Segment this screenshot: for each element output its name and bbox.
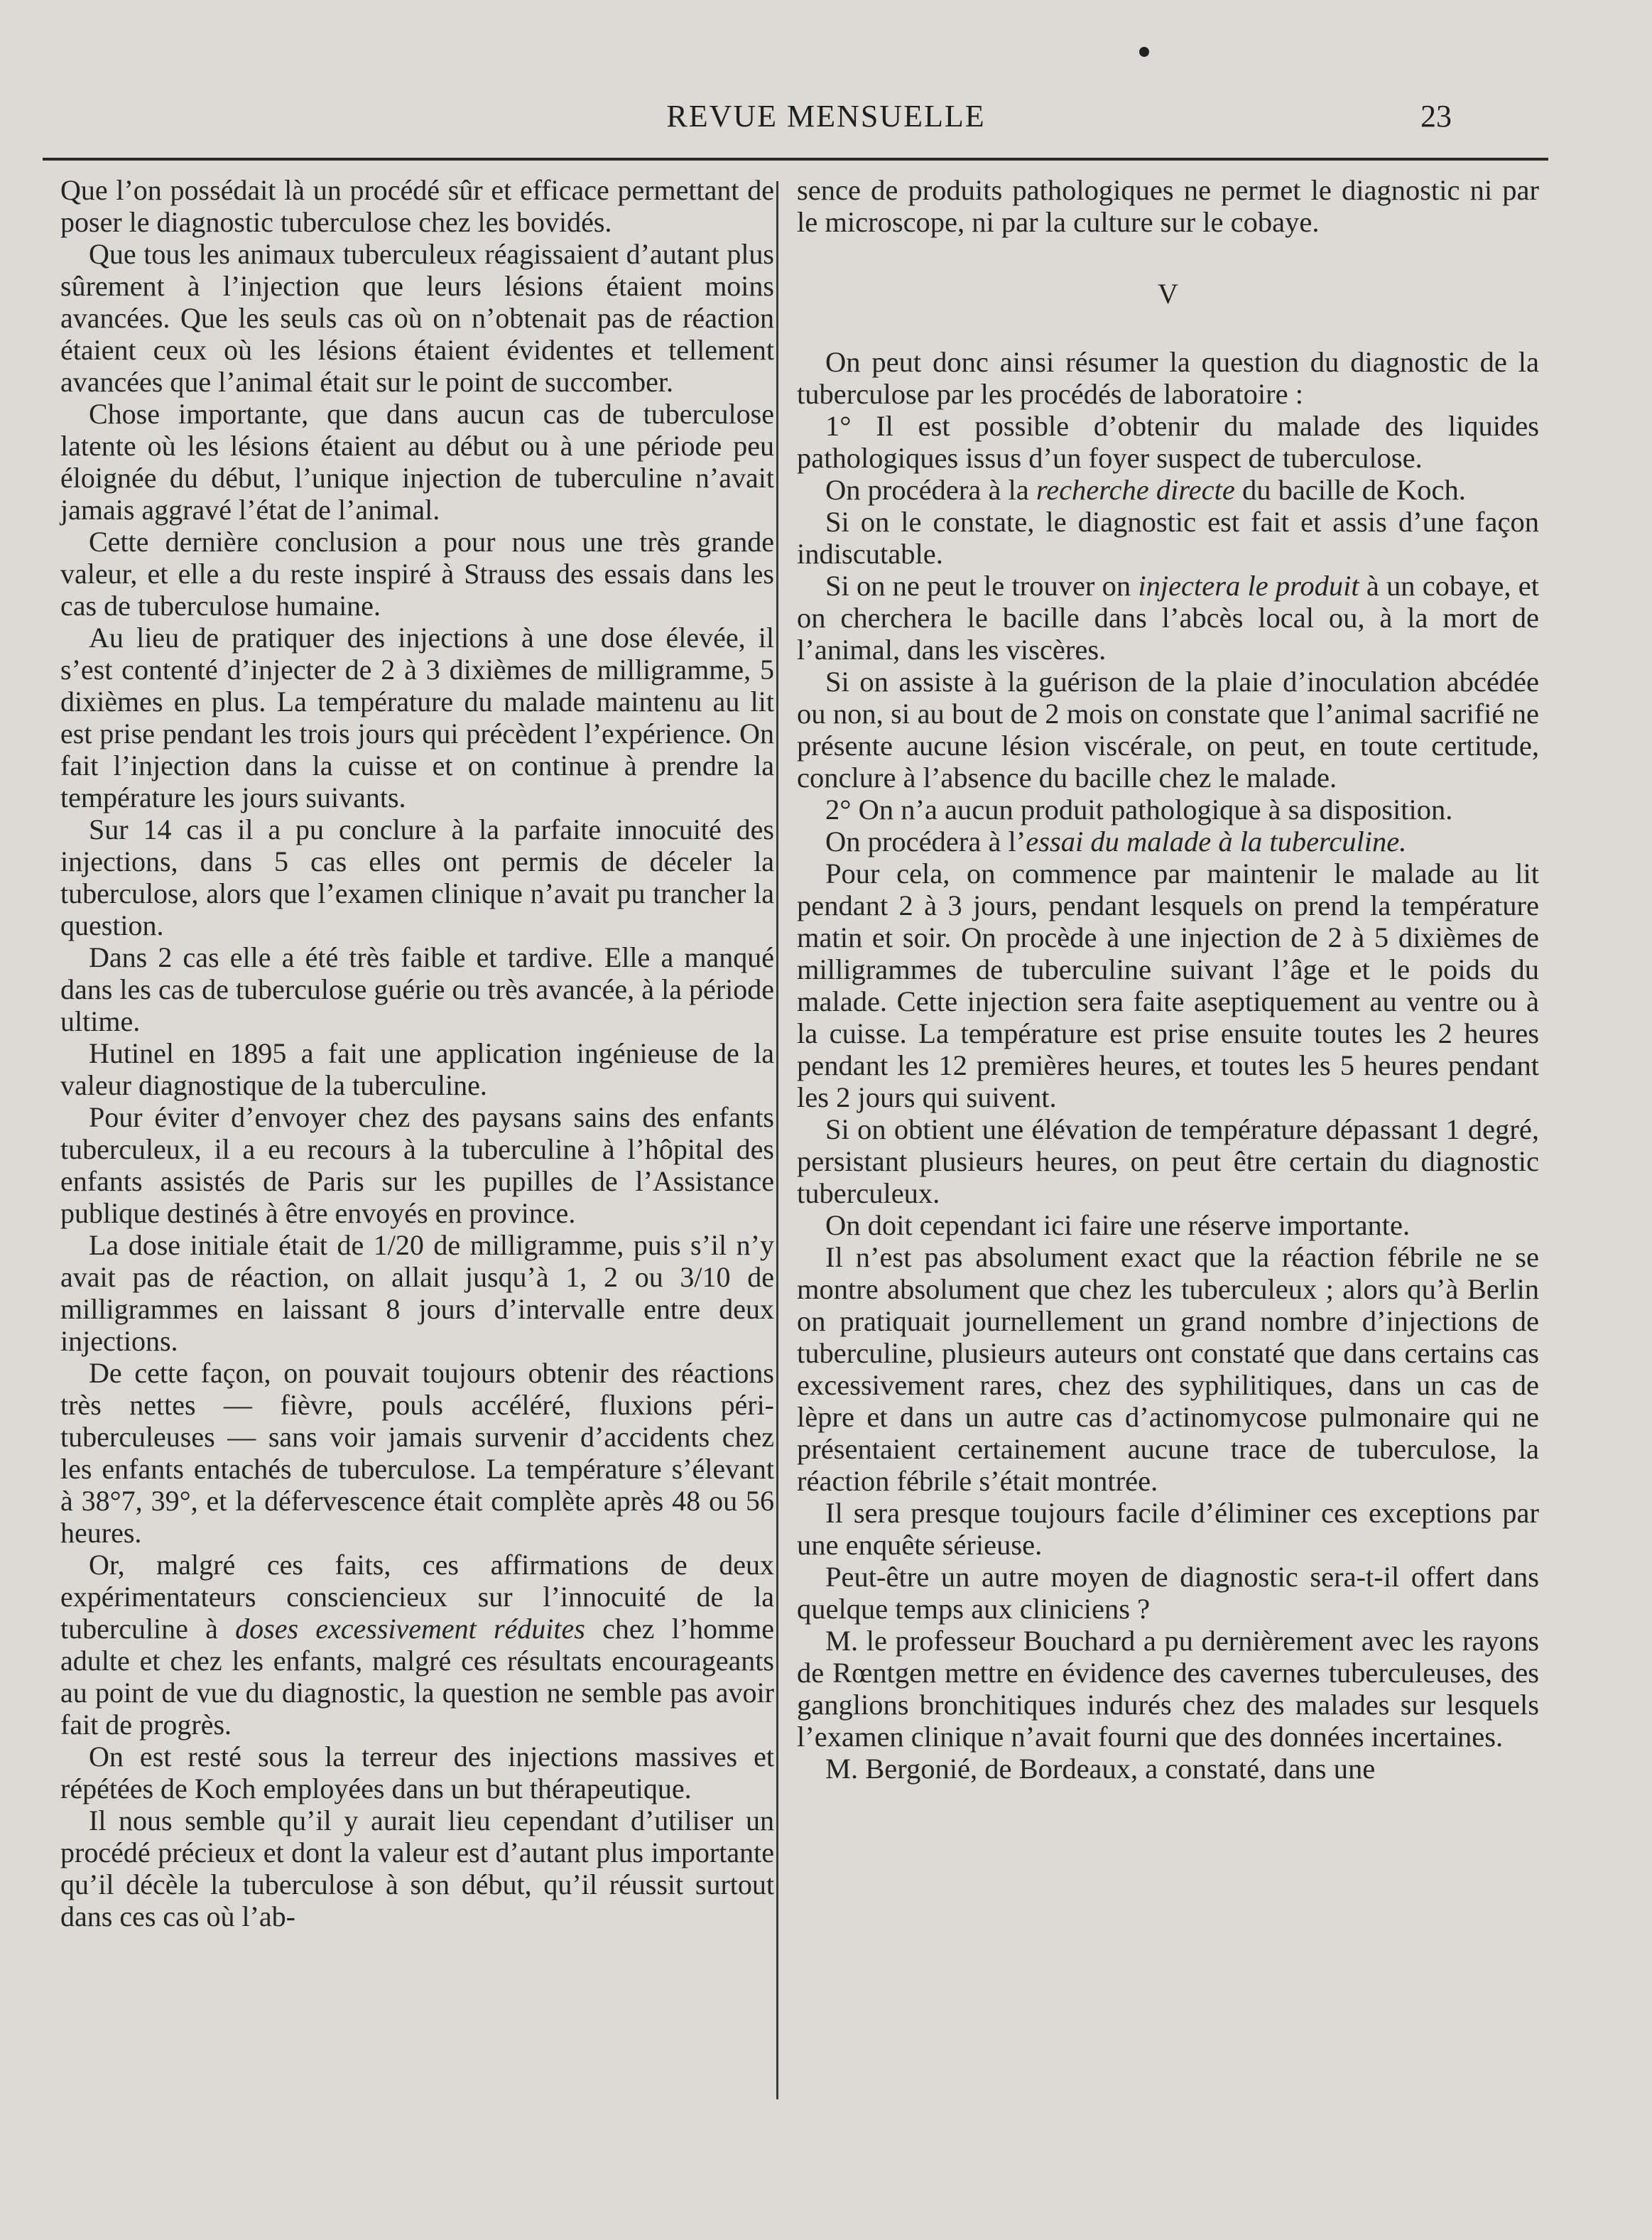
right-paragraph: On procédera à l’essai du malade à la tuberculine.: [825, 826, 1407, 857]
right-paragraph: Il sera presque toujours facile d’éliminer ces exceptions par une enquête sérieuse.: [797, 1497, 1539, 1561]
right-paragraph: M. le professeur Bouchard a pu dernièrement avec les rayons de Rœntgen mettre en évidence des cavernes tuberculeuses, des ganglions bronchitiques indurés chez des malades sur lesquels l’examen clinique n’avait fourni que des données incertaines.: [797, 1625, 1539, 1753]
left-paragraph: La dose initiale était de 1/20 de milligramme, puis s’il n’y avait pas de réaction, on allait jusqu’à 1, 2 ou 3/10 de milligrammes en laissant 8 jours d’intervalle entre deux injections.: [60, 1229, 774, 1357]
left-paragraph: Au lieu de pratiquer des injections à une dose élevée, il s’est contenté d’injecter de 2 à 3 dixièmes de milligramme, 5 dixièmes en plus. La température du malade maintenu au lit est prise pendant les trois jours qui précèdent l’expérience. On fait l’injection dans la cuisse et on continue à prendre la température les jours suivants.: [60, 622, 774, 813]
right-paragraph: Si on obtient une élévation de température dépassant 1 degré, persistant plusieurs heures, on peut être certain du diagnostic tuberculeux.: [797, 1113, 1539, 1209]
header-rule: [43, 158, 1548, 161]
left-paragraph: Dans 2 cas elle a été très faible et tardive. Elle a manqué dans les cas de tuberculose guérie ou très avancée, à la période ultime.: [60, 941, 774, 1037]
right-paragraph: M. Bergonié, de Bordeaux, a constaté, dans une: [825, 1753, 1376, 1785]
left-paragraph: On est resté sous la terreur des injections massives et répétées de Koch employées dans un but thérapeutique.: [60, 1741, 774, 1805]
right-paragraph: Peut-être un autre moyen de diagnostic sera-t-il offert dans quelque temps aux cliniciens ?: [797, 1561, 1539, 1625]
right-paragraph: On peut donc ainsi résumer la question du diagnostic de la tuberculose par les procédés de laboratoire :: [797, 346, 1539, 410]
left-paragraph: Que tous les animaux tuberculeux réagissaient d’autant plus sûrement à l’injection que leurs lésions étaient moins avancées. Que les seuls cas où on n’obtenait pas de réaction étaient ceux où les lésions étaient évidentes et tellement avancées que l’animal était sur le point de succomber.: [60, 238, 774, 398]
left-paragraph: Or, malgré ces faits, ces affirmations de deux expérimentateurs consciencieux sur l’innocuité de la tuberculine à doses excessivement réduites chez l’homme adulte et chez les enfants, malgré ces résultats encourageants au point de vue du diagnostic, la question ne semble pas avoir fait de progrès.: [60, 1549, 774, 1741]
right-paragraph: Il n’est pas absolument exact que la réaction fébrile ne se montre absolument que chez les tuberculeux ; alors qu’à Berlin on pratiquait journellement un grand nombre d’injections de tuberculine, plusieurs auteurs ont constaté que dans certains cas excessivement rares, chez des syphilitiques, dans un cas de lèpre et dans un autre cas d’actinomycose pulmonaire qui ne présentaient certainement aucune trace de tuberculose, la réaction fébrile s’était montrée.: [797, 1241, 1539, 1497]
right-paragraph: On doit cependant ici faire une réserve importante.: [825, 1209, 1411, 1241]
left-paragraph: Pour éviter d’envoyer chez des paysans sains des enfants tuberculeux, il a eu recours à la tuberculine à l’hôpital des enfants assistés de Paris sur les pupilles de l’Assistance publique destinés à être envoyés en province.: [60, 1101, 774, 1229]
ink-speck: [1139, 47, 1149, 57]
right-intro-paragraph: sence de produits pathologiques ne permet le diagnostic ni par le microscope, ni par la culture sur le cobaye.: [797, 174, 1539, 238]
right-paragraph: On procédera à la recherche directe du bacille de Koch.: [825, 474, 1466, 506]
left-paragraph: Hutinel en 1895 a fait une application ingénieuse de la valeur diagnostique de la tuberculine.: [60, 1037, 774, 1101]
right-paragraph: Si on ne peut le trouver on injectera le produit à un cobaye, et on cherchera le bacille dans l’abcès local ou, à la mort de l’animal, dans les viscères.: [797, 570, 1539, 666]
left-paragraph: De cette façon, on pouvait toujours obtenir des réactions très nettes — fièvre, pouls accéléré, fluxions péri-tuberculeuses — sans voir jamais survenir d’accidents chez les enfants entachés de tuberculose. La température s’élevant à 38°7, 39°, et la défervescence était complète après 48 ou 56 heures.: [60, 1357, 774, 1549]
left-column: [60, 174, 774, 1932]
right-paragraph: 1° Il est possible d’obtenir du malade des liquides pathologiques issus d’un foyer suspect de tuberculose.: [797, 410, 1539, 474]
right-paragraph: Si on assiste à la guérison de la plaie d’inoculation abcédée ou non, si au bout de 2 mois on constate que l’animal sacrifié ne présente aucune lésion viscérale, on peut, en toute certitude, conclure à l’absence du bacille chez le malade.: [797, 666, 1539, 794]
right-paragraph: Si on le constate, le diagnostic est fait et assis d’une façon indiscutable.: [797, 506, 1539, 570]
left-paragraph: Chose importante, que dans aucun cas de tuberculose latente où les lésions étaient au début ou à une période peu éloignée du début, l’unique injection de tuberculine n’avait jamais aggravé l’état de l’animal.: [60, 398, 774, 526]
left-paragraph: Que l’on possédait là un procédé sûr et efficace permettant de poser le diagnostic tuberculose chez les bovidés.: [60, 174, 774, 238]
page-number: 23: [1420, 99, 1452, 134]
running-header-title: REVUE MENSUELLE: [666, 99, 986, 134]
left-paragraph: Il nous semble qu’il y aurait lieu cependant d’utiliser un procédé précieux et dont la valeur est d’autant plus importante qu’il décèle la tuberculose à son début, qu’il réussit surtout dans ces cas où l’ab-: [60, 1805, 774, 1932]
right-paragraph: Pour cela, on commence par maintenir le malade au lit pendant 2 à 3 jours, pendant lesquels on prend la température matin et soir. On procède à une injection de 2 à 5 dixièmes de milligrammes de tuberculine suivant l’âge et le poids du malade. Cette injection sera faite aseptiquement au ventre ou à la cuisse. La température est prise ensuite toutes les 2 heures pendant les 12 premières heures, et toutes les 5 heures pendant les 2 jours qui suivent.: [797, 857, 1539, 1113]
column-divider: [776, 181, 778, 2099]
right-paragraph: 2° On n’a aucun produit pathologique à sa disposition.: [825, 794, 1453, 826]
right-column: [797, 174, 1539, 1785]
section-heading: V: [1158, 278, 1178, 310]
left-paragraph: Cette dernière conclusion a pour nous une très grande valeur, et elle a du reste inspiré à Strauss des essais dans les cas de tuberculose humaine.: [60, 526, 774, 622]
left-paragraph: Sur 14 cas il a pu conclure à la parfaite innocuité des injections, dans 5 cas elles ont permis de déceler la tuberculose, alors que l’examen clinique n’avait pu trancher la question.: [60, 813, 774, 941]
